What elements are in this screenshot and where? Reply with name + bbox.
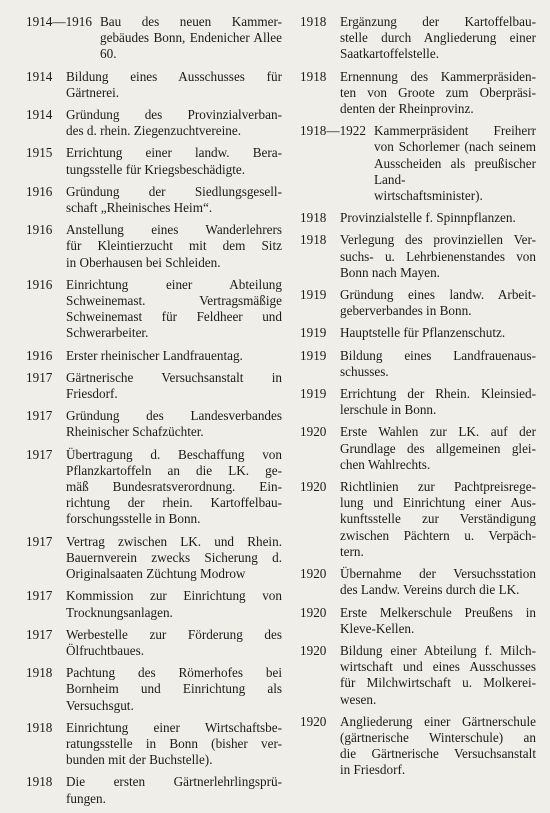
timeline-entry bbox=[300, 69, 536, 118]
entry-year: 1914 bbox=[26, 107, 53, 123]
entry-text bbox=[340, 210, 536, 226]
entry-text-line: stelle durch Angliederung einer bbox=[340, 30, 536, 46]
entry-year: 1917 bbox=[26, 446, 53, 462]
entry-year: 1917 bbox=[26, 626, 53, 642]
entry-text-line: Gärtnerei. bbox=[66, 84, 120, 100]
entry-text-line: Übernahme der Versuchsstation bbox=[340, 566, 536, 582]
entry-year: 1915 bbox=[26, 145, 53, 161]
entry-text bbox=[374, 123, 536, 204]
timeline-entry bbox=[26, 69, 282, 101]
entry-year: 1920 bbox=[300, 604, 327, 620]
timeline-entry bbox=[26, 107, 282, 139]
entry-text bbox=[66, 348, 282, 364]
entry-year: 1918 bbox=[300, 232, 327, 248]
entry-text bbox=[66, 588, 282, 620]
entry-text-line: Verlegung des provinziellen Ver- bbox=[340, 232, 536, 248]
entry-text-line: ratungsstelle in Bonn (bisher ver- bbox=[66, 735, 282, 751]
entry-text-line: Pachtung des Römerhofes bei bbox=[66, 665, 282, 681]
entry-text-line: Gärtnerische Versuchsanstalt in bbox=[66, 369, 282, 385]
entry-text-line: tern. bbox=[340, 543, 364, 559]
entry-text-line: Vertrag zwischen LK. und Rhein. bbox=[66, 533, 282, 549]
entry-text-line: des d. rhein. Ziegenzuchtvereine. bbox=[66, 123, 242, 139]
entry-year: 1917 bbox=[26, 533, 53, 549]
timeline-entry bbox=[26, 145, 282, 177]
entry-text bbox=[340, 479, 536, 560]
entry-text-line: Einrichtung einer Wirtschaftsbe- bbox=[66, 719, 282, 735]
entry-text-line: Werbestelle zur Förderung des bbox=[66, 626, 282, 642]
timeline-entry bbox=[26, 14, 282, 63]
entry-text-line: Bornheim und Einrichtung als bbox=[66, 681, 282, 697]
entry-text-line: Errichtung der Rhein. Kleinsied- bbox=[340, 386, 536, 402]
entry-text-line: chen Wahlrechts. bbox=[340, 456, 431, 472]
entry-text bbox=[66, 145, 282, 177]
timeline-entry bbox=[300, 210, 536, 226]
entry-text bbox=[66, 222, 282, 271]
entry-text bbox=[340, 325, 536, 341]
entry-text-line: Provinzialstelle f. Spinnpflanzen. bbox=[340, 210, 516, 226]
timeline-entry bbox=[26, 720, 282, 769]
entry-text-line: Gründung des Provinzialverban- bbox=[66, 107, 282, 123]
entry-text-line: schusses. bbox=[340, 363, 389, 379]
entry-text-line: Einrichtung einer Abteilung bbox=[66, 276, 282, 292]
entry-text-line: Ernennung des Kammerpräsiden- bbox=[340, 68, 536, 84]
entry-text-line: Grundlage des allgemeinen glei- bbox=[340, 440, 536, 456]
entry-text-line: Die ersten Gärtnerlehrlingsprü- bbox=[66, 774, 282, 790]
entry-text-line: Versuchsgut. bbox=[66, 697, 134, 713]
entry-text bbox=[100, 14, 282, 63]
entry-text-line: in Friesdorf. bbox=[340, 762, 406, 778]
entry-text-line: bunden mit der Buchstelle). bbox=[66, 752, 213, 768]
entry-text-line: Ergänzung der Kartoffelbau- bbox=[340, 14, 536, 29]
entry-text-line: Kommission zur Einrichtung von bbox=[66, 588, 282, 604]
entry-text-line: Friesdorf. bbox=[66, 386, 118, 402]
entry-text-line: geberverbandes in Bonn. bbox=[340, 303, 472, 319]
entry-text-line: Kleve-Kellen. bbox=[340, 620, 415, 636]
entry-text-line: lerschule in Bonn. bbox=[340, 402, 437, 418]
entry-text bbox=[66, 447, 282, 528]
entry-text bbox=[340, 643, 536, 708]
entry-text bbox=[66, 370, 282, 402]
entry-text-line: lung und Einrichtung einer Aus- bbox=[340, 495, 536, 511]
entry-text-line: forschungsstelle in Bonn. bbox=[66, 511, 201, 527]
timeline-entry bbox=[26, 408, 282, 440]
timeline-entry bbox=[26, 222, 282, 271]
entry-text-line: von Schorlemer (nach seinem bbox=[374, 139, 536, 155]
timeline-entry bbox=[26, 627, 282, 659]
timeline-entry bbox=[26, 348, 282, 364]
entry-text bbox=[66, 534, 282, 583]
timeline-entry bbox=[300, 348, 536, 380]
entry-year: 1918 bbox=[300, 68, 327, 84]
entry-text-line: Richtlinien zur Pachtpreisrege- bbox=[340, 479, 536, 495]
entry-text-line: richtung der rhein. Kartoffelbau- bbox=[66, 495, 282, 511]
entry-text-line: des Landw. Vereins durch die LK. bbox=[340, 582, 520, 598]
entry-text-line: wirtschaft und eines Ausschusses bbox=[340, 659, 536, 675]
entry-text-line: Originalsaaten Züchtung Modrow bbox=[66, 566, 246, 582]
entry-text-line: ten von Groote zum Oberpräsi- bbox=[340, 84, 536, 100]
entry-text-line: Erste Melkerschule Preußens in bbox=[340, 604, 536, 620]
entry-year: 1918 bbox=[26, 774, 53, 790]
timeline-entry bbox=[300, 232, 536, 281]
entry-text bbox=[66, 408, 282, 440]
timeline-entry bbox=[26, 370, 282, 402]
entry-text-line: Errichtung einer landw. Bera- bbox=[66, 145, 282, 161]
timeline-entry bbox=[300, 14, 536, 63]
entry-text-line: Ausscheiden als preußischer Land- bbox=[374, 155, 536, 187]
entry-text-line: Ölfruchtbaues. bbox=[66, 642, 144, 658]
entry-text bbox=[340, 287, 536, 319]
entry-year: 1920 bbox=[300, 713, 327, 729]
entry-text bbox=[340, 424, 536, 473]
entry-text-line: mäß Bundesratsverordnung. Ein- bbox=[66, 479, 282, 495]
entry-text-line: (gärtnerische Winterschule) an bbox=[340, 729, 536, 745]
entry-text-line: tungsstelle für Kriegsbeschädigte. bbox=[66, 161, 246, 177]
right-column bbox=[300, 14, 536, 785]
entry-text-line: Kammerpräsident Freiherr bbox=[374, 123, 536, 139]
entry-year: 1917 bbox=[26, 408, 53, 424]
entry-text-line: Gründung eines landw. Arbeit- bbox=[340, 287, 536, 303]
entry-text bbox=[66, 774, 282, 806]
timeline-entry bbox=[300, 605, 536, 637]
entry-year: 1920 bbox=[300, 479, 327, 495]
entry-year: 1918 bbox=[300, 14, 327, 29]
entry-text bbox=[66, 184, 282, 216]
entry-text-line: fungen. bbox=[66, 790, 106, 806]
entry-text-line: gebäudes Bonn, Endenicher Allee bbox=[100, 30, 282, 46]
timeline-entry bbox=[300, 643, 536, 708]
entry-text-line: Angliederung einer Gärtnerschule bbox=[340, 713, 536, 729]
entry-text-line: Pflanzkartoffeln an die LK. ge- bbox=[66, 462, 282, 478]
entry-text bbox=[340, 714, 536, 779]
entry-text-line: schaft „Rheinisches Heim“. bbox=[66, 200, 213, 216]
entry-year: 1918 bbox=[300, 210, 327, 226]
timeline-entry bbox=[26, 534, 282, 583]
entry-year: 1914 bbox=[26, 68, 53, 84]
entry-text bbox=[340, 69, 536, 118]
entry-text bbox=[340, 232, 536, 281]
entry-text-line: Saatkartoffelstelle. bbox=[340, 46, 439, 62]
entry-text bbox=[66, 665, 282, 714]
entry-text bbox=[340, 348, 536, 380]
entry-text-line: zwischen Pächtern u. Verpäch- bbox=[340, 527, 536, 543]
entry-text-line: Schwerarbeiter. bbox=[66, 325, 149, 341]
entry-year: 1918 bbox=[26, 719, 53, 735]
entry-year: 1919 bbox=[300, 325, 327, 341]
entry-text-line: 60. bbox=[100, 46, 117, 62]
entry-text bbox=[340, 605, 536, 637]
entry-text bbox=[340, 566, 536, 598]
timeline-entry bbox=[300, 714, 536, 779]
entry-text bbox=[66, 720, 282, 769]
entry-text-line: Rheinischer Schafzüchter. bbox=[66, 424, 204, 440]
entry-text-line: Trocknungsanlagen. bbox=[66, 604, 173, 620]
entry-year: 1920 bbox=[300, 424, 327, 440]
entry-year: 1916 bbox=[26, 183, 53, 199]
entry-text-line: Bildung eines Ausschusses für bbox=[66, 68, 282, 84]
entry-year: 1920 bbox=[300, 566, 327, 582]
entry-year: 1919 bbox=[300, 287, 327, 303]
entry-text-line: Gründung der Siedlungsgesell- bbox=[66, 183, 282, 199]
left-column bbox=[26, 14, 282, 813]
timeline-entry bbox=[26, 774, 282, 806]
timeline-entry bbox=[300, 566, 536, 598]
timeline-entry bbox=[300, 424, 536, 473]
timeline-entry bbox=[26, 447, 282, 528]
entry-year: 1916 bbox=[26, 222, 53, 238]
entry-text-line: Bildung eines Landfrauenaus- bbox=[340, 347, 536, 363]
timeline-entry bbox=[300, 479, 536, 560]
entry-year: 1914—1916 bbox=[26, 14, 92, 29]
timeline-entry bbox=[300, 123, 536, 204]
entry-text-line: kunftsstelle zur Verständigung bbox=[340, 511, 536, 527]
entry-text-line: Hauptstelle für Pflanzenschutz. bbox=[340, 325, 506, 341]
timeline-entry bbox=[26, 184, 282, 216]
entry-year: 1920 bbox=[300, 642, 327, 658]
entry-year: 1919 bbox=[300, 347, 327, 363]
entry-year: 1916 bbox=[26, 347, 53, 363]
timeline-entry bbox=[300, 325, 536, 341]
timeline-entry bbox=[26, 588, 282, 620]
entry-text-line: Bildung einer Abteilung f. Milch- bbox=[340, 642, 536, 658]
entry-text-line: für Kleintierzucht mit dem Sitz bbox=[66, 238, 282, 254]
timeline-entry bbox=[26, 277, 282, 342]
timeline-entry bbox=[300, 287, 536, 319]
entry-text bbox=[66, 277, 282, 342]
entry-year: 1918 bbox=[26, 665, 53, 681]
entry-year: 1918—1922 bbox=[300, 123, 366, 139]
entry-text bbox=[340, 14, 536, 63]
entry-text-line: denten der Rheinprovinz. bbox=[340, 101, 474, 117]
entry-text bbox=[66, 627, 282, 659]
entry-year: 1917 bbox=[26, 369, 53, 385]
entry-year: 1919 bbox=[300, 386, 327, 402]
entry-text-line: für Milchwirtschaft u. Molkerei- bbox=[340, 675, 536, 691]
entry-year: 1916 bbox=[26, 276, 53, 292]
entry-text bbox=[66, 107, 282, 139]
timeline-entry bbox=[26, 665, 282, 714]
timeline-entry bbox=[300, 386, 536, 418]
entry-text-line: Gründung des Landesverbandes bbox=[66, 408, 282, 424]
entry-text-line: Schweinemast für Feldheer und bbox=[66, 309, 282, 325]
entry-text-line: Übertragung d. Beschaffung von bbox=[66, 446, 282, 462]
entry-year: 1917 bbox=[26, 588, 53, 604]
entry-text-line: in Oberhausen bei Schleiden. bbox=[66, 254, 221, 270]
entry-text-line: wirtschaftsminister). bbox=[374, 188, 483, 204]
entry-text-line: Bauernverein zwecks Sicherung d. bbox=[66, 549, 282, 565]
entry-text-line: suchs- u. Lehrbienenstandes von bbox=[340, 248, 536, 264]
entry-text-line: Anstellung eines Wanderlehrers bbox=[66, 222, 282, 238]
entry-text-line: die Gärtnerische Versuchsanstalt bbox=[340, 746, 536, 762]
entry-text bbox=[340, 386, 536, 418]
entry-text-line: wesen. bbox=[340, 691, 377, 707]
entry-text-line: Erste Wahlen zur LK. auf der bbox=[340, 424, 536, 440]
entry-text-line: Erster rheinischer Landfrauentag. bbox=[66, 347, 243, 363]
entry-text-line: Bau des neuen Kammer- bbox=[100, 14, 282, 29]
entry-text bbox=[66, 69, 282, 101]
entry-text-line: Schweinemast. Vertragsmäßige bbox=[66, 293, 282, 309]
entry-text-line: Bonn nach Mayen. bbox=[340, 264, 440, 280]
